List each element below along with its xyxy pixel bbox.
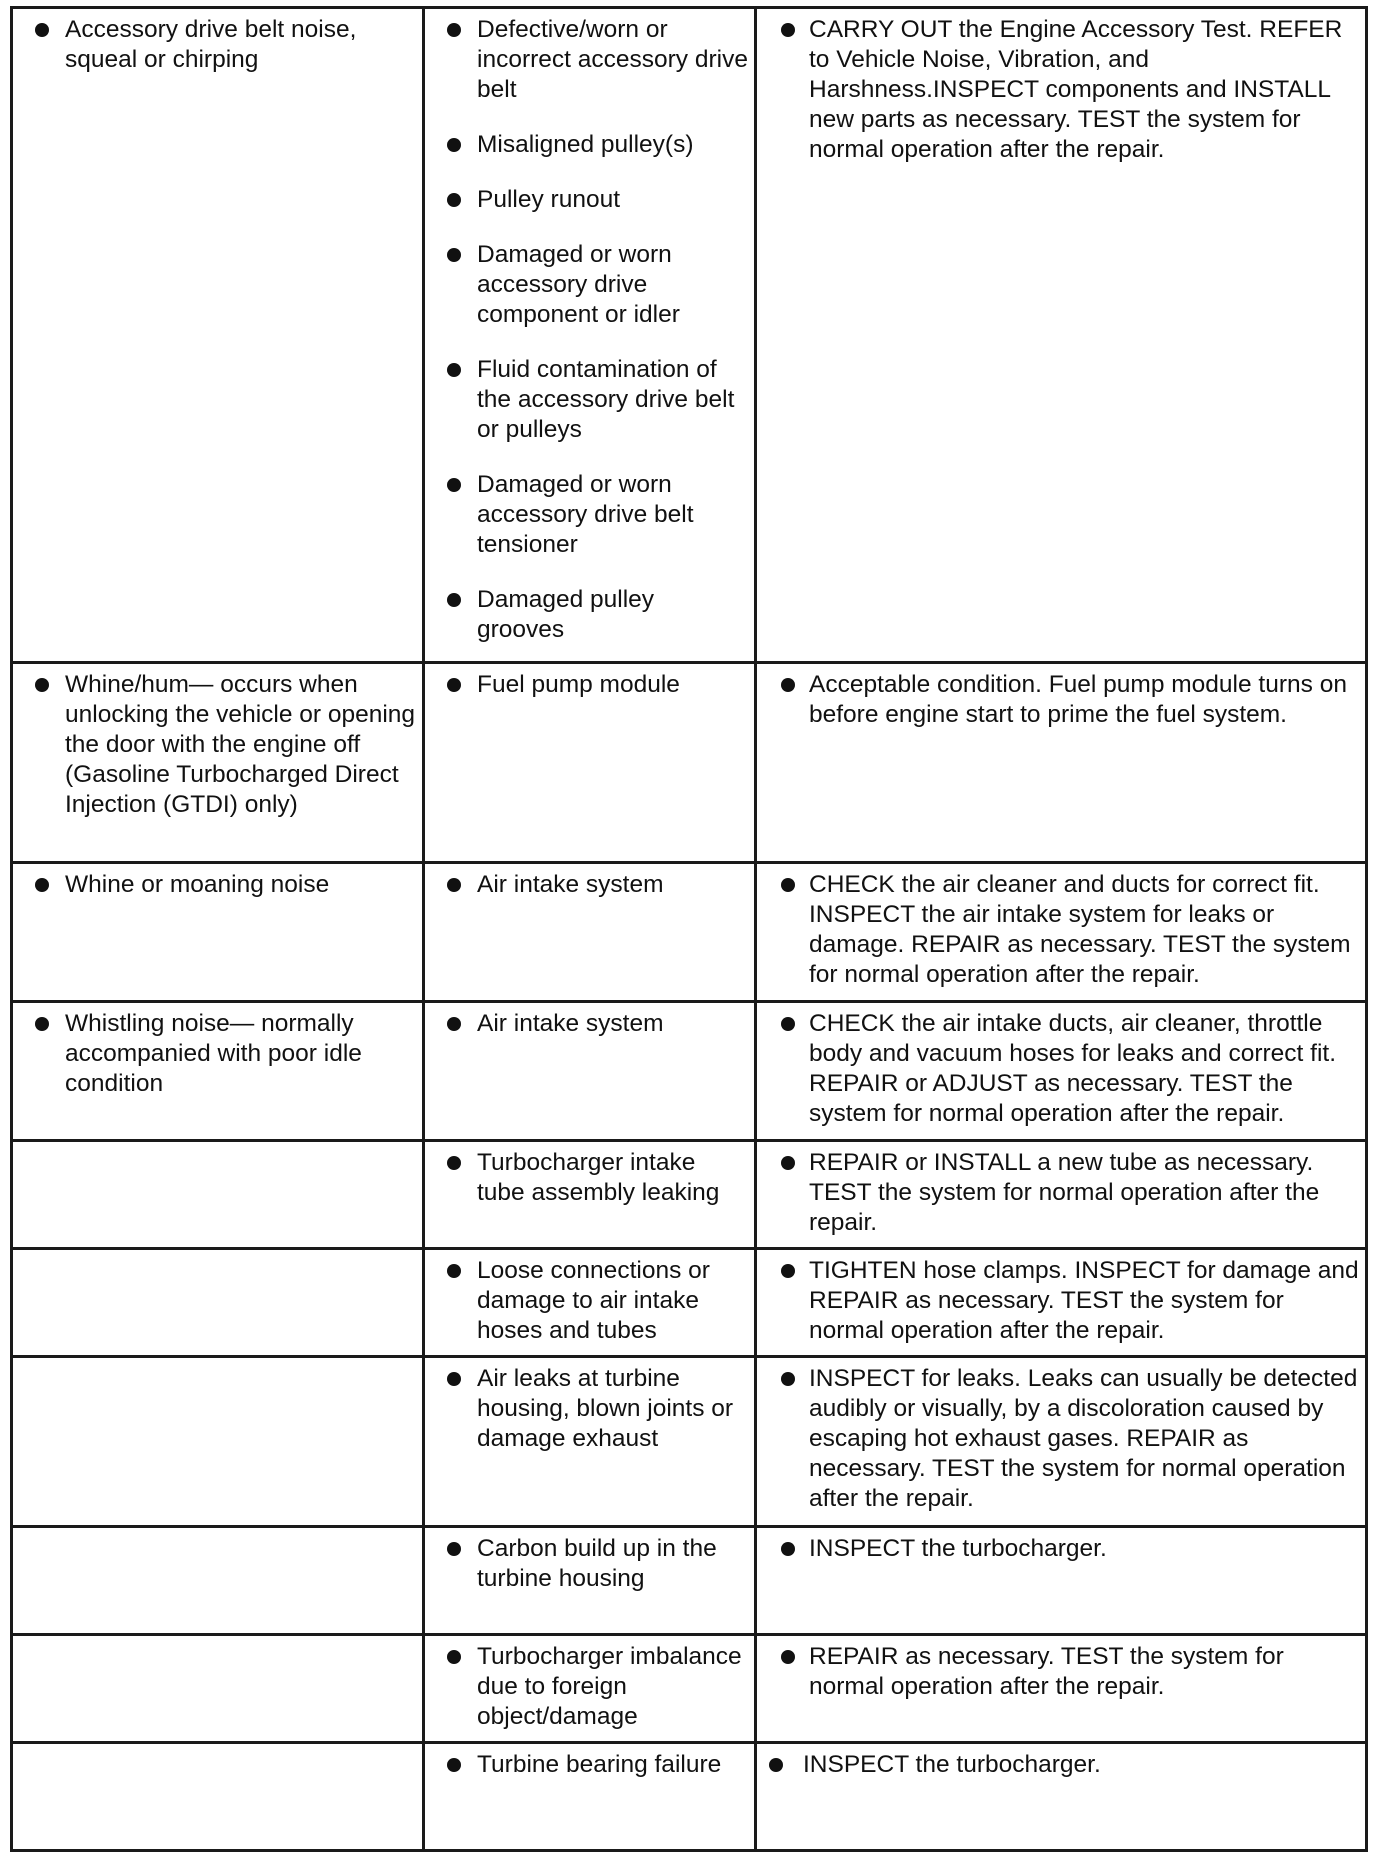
item-text: Defective/worn or incorrect accessory drive belt bbox=[477, 16, 748, 103]
cause-cell bbox=[424, 1357, 756, 1527]
action-cell bbox=[756, 8, 1367, 663]
condition-item bbox=[13, 1009, 416, 1099]
cause-item bbox=[425, 1642, 748, 1732]
condition-item bbox=[13, 15, 416, 75]
symptom-chart-body bbox=[12, 8, 1367, 1851]
symptom-chart-table bbox=[10, 6, 1368, 1852]
cause-cell bbox=[424, 1635, 756, 1743]
table-row bbox=[12, 1527, 1367, 1635]
condition-cell bbox=[12, 1249, 424, 1357]
bullet-icon bbox=[447, 363, 461, 377]
action-cell bbox=[756, 663, 1367, 863]
item-text: Air leaks at turbine housing, blown joints or damage exhaust bbox=[477, 1365, 734, 1452]
item-text: Damaged or worn accessory drive belt tensioner bbox=[477, 471, 694, 558]
cause-item bbox=[425, 670, 748, 700]
cause-item bbox=[425, 1534, 748, 1594]
bullet-icon bbox=[447, 1758, 461, 1772]
bullet-icon bbox=[35, 1017, 49, 1031]
bullet-icon bbox=[781, 1156, 795, 1170]
cause-cell bbox=[424, 1527, 756, 1635]
bullet-icon bbox=[447, 1372, 461, 1386]
table-row bbox=[12, 8, 1367, 663]
bullet-icon bbox=[447, 878, 461, 892]
bullet-icon bbox=[781, 878, 795, 892]
item-text: INSPECT the turbocharger. bbox=[809, 1535, 1107, 1562]
action-cell bbox=[756, 1002, 1367, 1141]
bullet-icon bbox=[35, 878, 49, 892]
action-cell bbox=[756, 1357, 1367, 1527]
bullet-icon bbox=[781, 1372, 795, 1386]
condition-item bbox=[13, 670, 416, 820]
bullet-icon bbox=[35, 23, 49, 37]
action-cell bbox=[756, 1635, 1367, 1743]
cause-cell bbox=[424, 1141, 756, 1249]
condition-item bbox=[13, 870, 416, 900]
bullet-icon bbox=[781, 1650, 795, 1664]
cause-cell bbox=[424, 863, 756, 1002]
table-row bbox=[12, 663, 1367, 863]
action-item bbox=[757, 15, 1359, 165]
table-row bbox=[12, 1002, 1367, 1141]
item-text: Air intake system bbox=[477, 871, 664, 898]
table-row bbox=[12, 1141, 1367, 1249]
cause-item bbox=[425, 1256, 748, 1346]
action-item bbox=[757, 1009, 1359, 1129]
condition-cell bbox=[12, 8, 424, 663]
table-row bbox=[12, 1743, 1367, 1851]
bullet-icon bbox=[781, 1264, 795, 1278]
action-cell bbox=[756, 1527, 1367, 1635]
item-text: CHECK the air cleaner and ducts for correct fit. INSPECT the air intake system for leaks or damage. REPAIR as necessary. TEST the system for normal operation after the repair. bbox=[809, 871, 1351, 988]
bullet-icon bbox=[35, 678, 49, 692]
cause-item bbox=[425, 1364, 748, 1454]
item-text: Misaligned pulley(s) bbox=[477, 131, 694, 158]
item-text: Pulley runout bbox=[477, 186, 621, 213]
bullet-icon bbox=[447, 593, 461, 607]
cause-item bbox=[425, 1750, 748, 1780]
table-row bbox=[12, 863, 1367, 1002]
action-item bbox=[757, 670, 1359, 730]
action-item bbox=[757, 1642, 1359, 1702]
item-text: TIGHTEN hose clamps. INSPECT for damage and REPAIR as necessary. TEST the system for normal operation after the repair. bbox=[809, 1257, 1359, 1344]
condition-cell bbox=[12, 1357, 424, 1527]
bullet-icon bbox=[447, 248, 461, 262]
cause-cell bbox=[424, 8, 756, 663]
table-row bbox=[12, 1249, 1367, 1357]
action-item bbox=[757, 870, 1359, 990]
cause-cell bbox=[424, 1743, 756, 1851]
condition-cell bbox=[12, 1141, 424, 1249]
item-text: Carbon build up in the turbine housing bbox=[477, 1535, 717, 1592]
action-cell bbox=[756, 1249, 1367, 1357]
item-text: Accessory drive belt noise, squeal or chirping bbox=[65, 16, 357, 73]
cause-item bbox=[425, 585, 748, 645]
cause-item bbox=[425, 15, 748, 105]
item-text: Fuel pump module bbox=[477, 671, 680, 698]
condition-cell bbox=[12, 863, 424, 1002]
action-item bbox=[757, 1534, 1359, 1564]
bullet-icon bbox=[447, 1156, 461, 1170]
bullet-icon bbox=[781, 23, 795, 37]
table-row bbox=[12, 1357, 1367, 1527]
bullet-icon bbox=[769, 1758, 783, 1772]
item-text: CARRY OUT the Engine Accessory Test. REFER to Vehicle Noise, Vibration, and Harshness.INSPECT components and INSTALL new parts as necessary. TEST the system for normal operation after the repair. bbox=[809, 16, 1343, 163]
bullet-icon bbox=[781, 1542, 795, 1556]
bullet-icon bbox=[447, 1017, 461, 1031]
item-text: Damaged pulley grooves bbox=[477, 586, 655, 643]
cause-item bbox=[425, 355, 748, 445]
condition-cell bbox=[12, 1635, 424, 1743]
item-text: Damaged or worn accessory drive component or idler bbox=[477, 241, 680, 328]
item-text: INSPECT the turbocharger. bbox=[803, 1751, 1101, 1778]
diagnostic-page bbox=[10, 6, 1368, 1836]
bullet-icon bbox=[781, 1017, 795, 1031]
action-item bbox=[757, 1750, 1359, 1780]
item-text: CHECK the air intake ducts, air cleaner, throttle body and vacuum hoses for leaks and correct fit. REPAIR or ADJUST as necessary. TEST the system for normal operation after the repair. bbox=[809, 1010, 1337, 1127]
bullet-icon bbox=[447, 193, 461, 207]
cause-item bbox=[425, 470, 748, 560]
item-text: Loose connections or damage to air intake hoses and tubes bbox=[477, 1257, 710, 1344]
bullet-icon bbox=[447, 1542, 461, 1556]
cause-cell bbox=[424, 1002, 756, 1141]
bullet-icon bbox=[781, 678, 795, 692]
action-cell bbox=[756, 1141, 1367, 1249]
cause-item bbox=[425, 185, 748, 215]
cause-cell bbox=[424, 1249, 756, 1357]
action-cell bbox=[756, 1743, 1367, 1851]
condition-cell bbox=[12, 1743, 424, 1851]
cause-item bbox=[425, 130, 748, 160]
item-text: Acceptable condition. Fuel pump module turns on before engine start to prime the fuel system. bbox=[809, 671, 1347, 728]
condition-cell bbox=[12, 1527, 424, 1635]
item-text: Air intake system bbox=[477, 1010, 664, 1037]
item-text: REPAIR or INSTALL a new tube as necessary. TEST the system for normal operation after the repair. bbox=[809, 1149, 1320, 1236]
item-text: Turbocharger imbalance due to foreign object/damage bbox=[477, 1643, 742, 1730]
item-text: REPAIR as necessary. TEST the system for normal operation after the repair. bbox=[809, 1643, 1284, 1700]
cause-item bbox=[425, 870, 748, 900]
cause-item bbox=[425, 240, 748, 330]
condition-cell bbox=[12, 1002, 424, 1141]
table-row bbox=[12, 1635, 1367, 1743]
bullet-icon bbox=[447, 478, 461, 492]
bullet-icon bbox=[447, 1650, 461, 1664]
cause-cell bbox=[424, 663, 756, 863]
item-text: Turbine bearing failure bbox=[477, 1751, 722, 1778]
bullet-icon bbox=[447, 1264, 461, 1278]
item-text: Whine/hum— occurs when unlocking the vehicle or opening the door with the engine off (Gasoline Turbocharged Direct Injection (GTDI) only) bbox=[65, 671, 416, 818]
action-item bbox=[757, 1364, 1359, 1514]
item-text: INSPECT for leaks. Leaks can usually be detected audibly or visually, by a discoloration caused by escaping hot exhaust gases. REPAIR as necessary. TEST the system for normal operation after the repair. bbox=[809, 1365, 1358, 1512]
action-item bbox=[757, 1148, 1359, 1238]
item-text: Turbocharger intake tube assembly leaking bbox=[477, 1149, 720, 1206]
action-item bbox=[757, 1256, 1359, 1346]
item-text: Fluid contamination of the accessory drive belt or pulleys bbox=[477, 356, 735, 443]
item-text: Whine or moaning noise bbox=[65, 871, 330, 898]
cause-item bbox=[425, 1009, 748, 1039]
cause-item bbox=[425, 1148, 748, 1208]
condition-cell bbox=[12, 663, 424, 863]
action-cell bbox=[756, 863, 1367, 1002]
bullet-icon bbox=[447, 23, 461, 37]
bullet-icon bbox=[447, 138, 461, 152]
item-text: Whistling noise— normally accompanied with poor idle condition bbox=[65, 1010, 362, 1097]
bullet-icon bbox=[447, 678, 461, 692]
